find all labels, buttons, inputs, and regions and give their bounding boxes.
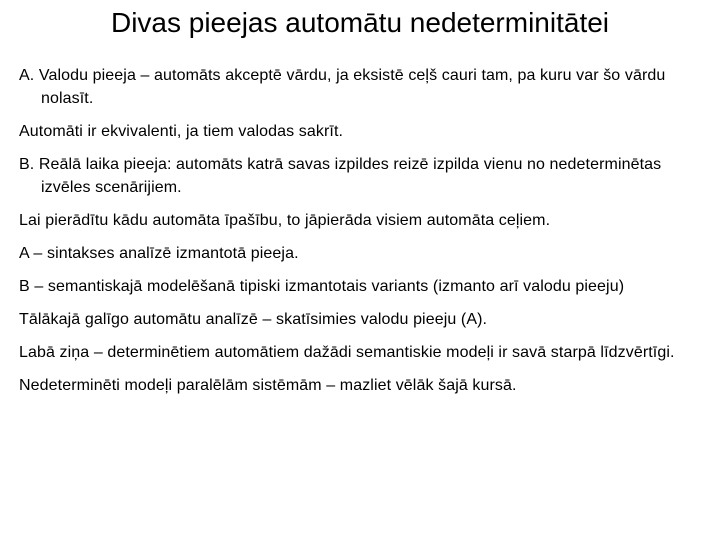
slide-body: [19, 64, 709, 407]
paragraph-good-news: Labā ziņa – determinētiem automātiem dažādi semantiskie modeļi ir savā starpā līdzvērtīgi.: [19, 344, 675, 361]
paragraph-b-usage: B – semantiskajā modelēšanā tipiski izmantotais variants (izmanto arī valodu pieeju): [19, 278, 625, 295]
slide-title: Divas pieejas automātu nedeterminitātei: [110, 7, 610, 38]
paragraph-approach-a: A. Valodu pieeja – automāts akceptē vārdu, ja eksistē ceļš cauri tam, pa kuru var šo vārdu nolasīt.: [19, 67, 666, 107]
paragraph-further-analysis: Tālākajā galīgo automātu analīzē – skatīsimies valodu pieeju (A).: [19, 311, 488, 328]
paragraph-parallel-systems: Nedeterminēti modeļi paralēlām sistēmām – mazliet vēlāk šajā kursā.: [19, 377, 517, 394]
paragraph-proof-note: Lai pierādītu kādu automāta īpašību, to jāpierāda visiem automāta ceļiem.: [19, 212, 551, 229]
paragraph-a-usage: A – sintakses analīzē izmantotā pieeja.: [19, 245, 299, 262]
paragraph-equivalence: Automāti ir ekvivalenti, ja tiem valodas sakrīt.: [19, 123, 344, 140]
paragraph-approach-b: B. Reālā laika pieeja: automāts katrā savas izpildes reizē izpilda vienu no nedeterminētas izvēles scenārijiem.: [19, 156, 662, 196]
